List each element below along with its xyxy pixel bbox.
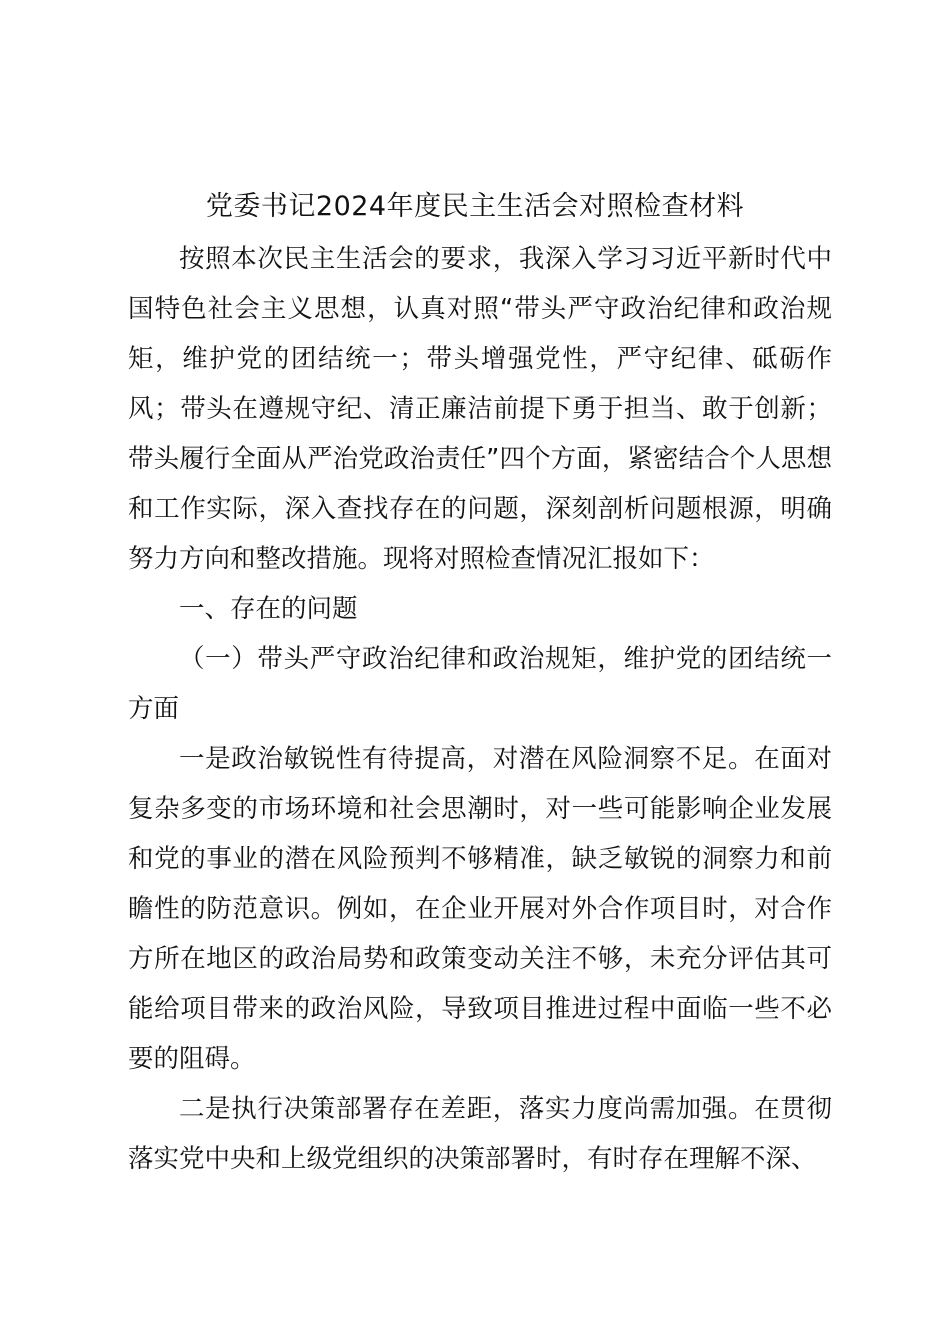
document-body	[128, 234, 832, 1184]
paragraph-point-two: 二是执行决策部署存在差距，落实力度尚需加强。在贯彻落实党中央和上级党组织的决策部署时，有时存在理解不深、	[128, 1094, 832, 1174]
subsection-heading: （一）带头严守政治纪律和政治规矩，维护党的团结统一方面	[128, 644, 832, 724]
document-title: 党委书记2024年度民主生活会对照检查材料	[205, 191, 745, 222]
section-heading: 一、存在的问题	[179, 594, 358, 624]
paragraph-point-one: 一是政治敏锐性有待提高，对潜在风险洞察不足。在面对复杂多变的市场环境和社会思潮时，对一些可能影响企业发展和党的事业的潜在风险预判不够精准，缺乏敏锐的洞察力和前瞻性的防范意识。例如，在企业开展对外合作项目时，对合作方所在地区的政治局势和政策变动关注不够，未充分评估其可能给项目带来的政治风险，导致项目推进过程中面临一些不必要的阻碍。	[128, 744, 832, 1074]
paragraph-intro: 按照本次民主生活会的要求，我深入学习习近平新时代中国特色社会主义思想，认真对照“带头严守政治纪律和政治规矩，维护党的团结统一；带头增强党性，严守纪律、砥砺作风；带头在遵规守纪、清正廉洁前提下勇于担当、敢于创新；带头履行全面从严治党政治责任”四个方面，紧密结合个人思想和工作实际，深入查找存在的问题，深刻剖析问题根源，明确努力方向和整改措施。现将对照检查情况汇报如下：	[128, 244, 832, 574]
